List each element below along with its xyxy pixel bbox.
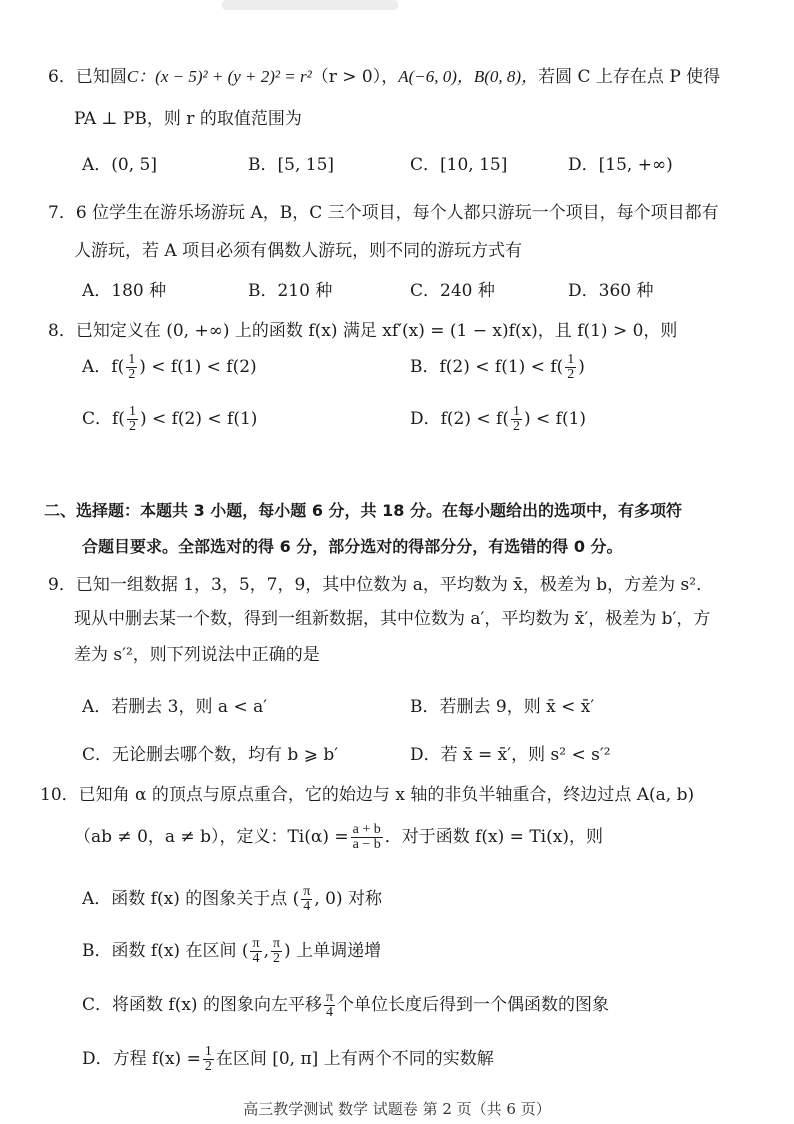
q9-option-a: A．若删去 3，则 a < a′ [82,697,268,717]
q9-line2: 现从中删去某一个数，得到一组新数据，其中位数为 a′，平均数为 x̄′，极差为 b′，方 [74,609,711,629]
half-fraction: $\frac{1}{2}$ [512,404,520,434]
q7-number: 7． [48,203,76,223]
q8-option-a: A．f( $\frac{1}{2}$ ) < f(1) < f(2) [82,352,257,382]
q7-option-b: B．210 种 [248,281,333,301]
q6-line2: PA ⊥ PB，则 r 的取值范围为 [74,109,302,129]
q9-line3: 差为 s′²，则下列说法中正确的是 [74,645,320,665]
q9-option-b: B．若删去 9，则 x̄ < x̄′ [410,697,595,717]
q10-option-c: C．将函数 f(x) 的图象向左平移 $\frac{\pi}{4}$ 个单位长度后得到一个偶函数的图象 [82,990,610,1020]
q6-option-d: D．[15, +∞) [568,155,673,175]
half-fraction: $\frac{1}{2}$ [128,352,136,382]
q10-line1: 10．已知角 α 的顶点与原点重合，它的始边与 x 轴的非负半轴重合，终边过点 A(a, b) [40,785,695,805]
one-half-fraction: $\frac{1}{2}$ [204,1044,212,1074]
section2-header-line2: 合题目要求。全部选对的得 6 分，部分选对的得部分分，有选错的得 0 分。 [82,537,623,556]
q8-option-d: D．f(2) < f( $\frac{1}{2}$ ) < f(1) [410,404,587,434]
q6-option-a: A．(0, 5] [82,155,157,175]
top-scan-smudge [222,0,398,10]
pi-over-4-fraction: $\frac{\pi}{4}$ [252,936,260,966]
half-fraction: $\frac{1}{2}$ [128,404,136,434]
q10-line2: （ab ≠ 0，a ≠ b），定义：Ti(α) = $\frac{a + b}{a - b}$ ．对于函数 f(x) = Ti(x)，则 [74,822,603,852]
q9-option-d: D．若 x̄ = x̄′，则 s² < s′² [410,745,611,765]
q10-option-d: D．方程 f(x) = $\frac{1}{2}$ 在区间 [0, π] 上有两个不同的实数解 [82,1044,494,1074]
pi-over-2-fraction: $\frac{\pi}{2}$ [272,936,281,966]
q8-line1: 8．已知定义在 (0, +∞) 上的函数 f(x) 满足 xf′(x) = (1 − x)f(x)，且 f(1) > 0，则 [48,321,678,341]
q6-line1: 6．已知圆C：(x − 5)² + (y + 2)² = r²（r > 0），A(−6, 0)，B(0, 8)，若圆 C 上存在点 P 使得 [48,67,721,87]
q10-number: 10． [40,785,79,805]
pi-over-4-fraction: $\frac{\pi}{4}$ [303,884,311,914]
page-footer: 高三教学测试 数学 试题卷 第 2 页（共 6 页） [243,1100,551,1118]
q10-option-b: B．函数 f(x) 在区间 ( $\frac{\pi}{4}$ , $\frac{\pi}{2}$ ) 上单调递增 [82,936,382,966]
q7-line2: 人游玩，若 A 项目必须有偶数人游玩，则不同的游玩方式有 [74,241,523,261]
half-fraction: $\frac{1}{2}$ [567,352,575,382]
q7-option-d: D．360 种 [568,281,654,301]
q9-number: 9． [48,575,76,595]
pi-over-4-fraction: $\frac{\pi}{4}$ [325,990,334,1020]
q7-line1: 7．6 位学生在游乐场游玩 A，B，C 三个项目，每个人都只游玩一个项目，每个项目都有 [48,203,719,223]
section2-header-line1: 二、选择题：本题共 3 小题，每小题 6 分，共 18 分。在每小题给出的选项中，有多项符 [44,501,682,520]
q8-option-b: B．f(2) < f(1) < f( $\frac{1}{2}$ ) [410,352,585,382]
q10-option-a: A．函数 f(x) 的图象关于点 ( $\frac{\pi}{4}$ , 0) 对称 [82,884,383,914]
q7-option-c: C．240 种 [410,281,495,301]
q6-number: 6． [48,67,76,87]
q6-option-b: B．[5, 15] [248,155,335,175]
q7-option-a: A．180 种 [82,281,167,301]
q8-option-c: C．f( $\frac{1}{2}$ ) < f(2) < f(1) [82,404,258,434]
q9-line1: 9．已知一组数据 1，3，5，7，9，其中位数为 a，平均数为 x̄，极差为 b，方差为 s²． [48,575,714,595]
q9-option-c: C．无论删去哪个数，均有 b ⩾ b′ [82,745,339,765]
q6-option-c: C．[10, 15] [410,155,508,175]
ti-definition-fraction: $\frac{a + b}{a - b}$ [352,822,381,852]
q8-number: 8． [48,321,76,341]
